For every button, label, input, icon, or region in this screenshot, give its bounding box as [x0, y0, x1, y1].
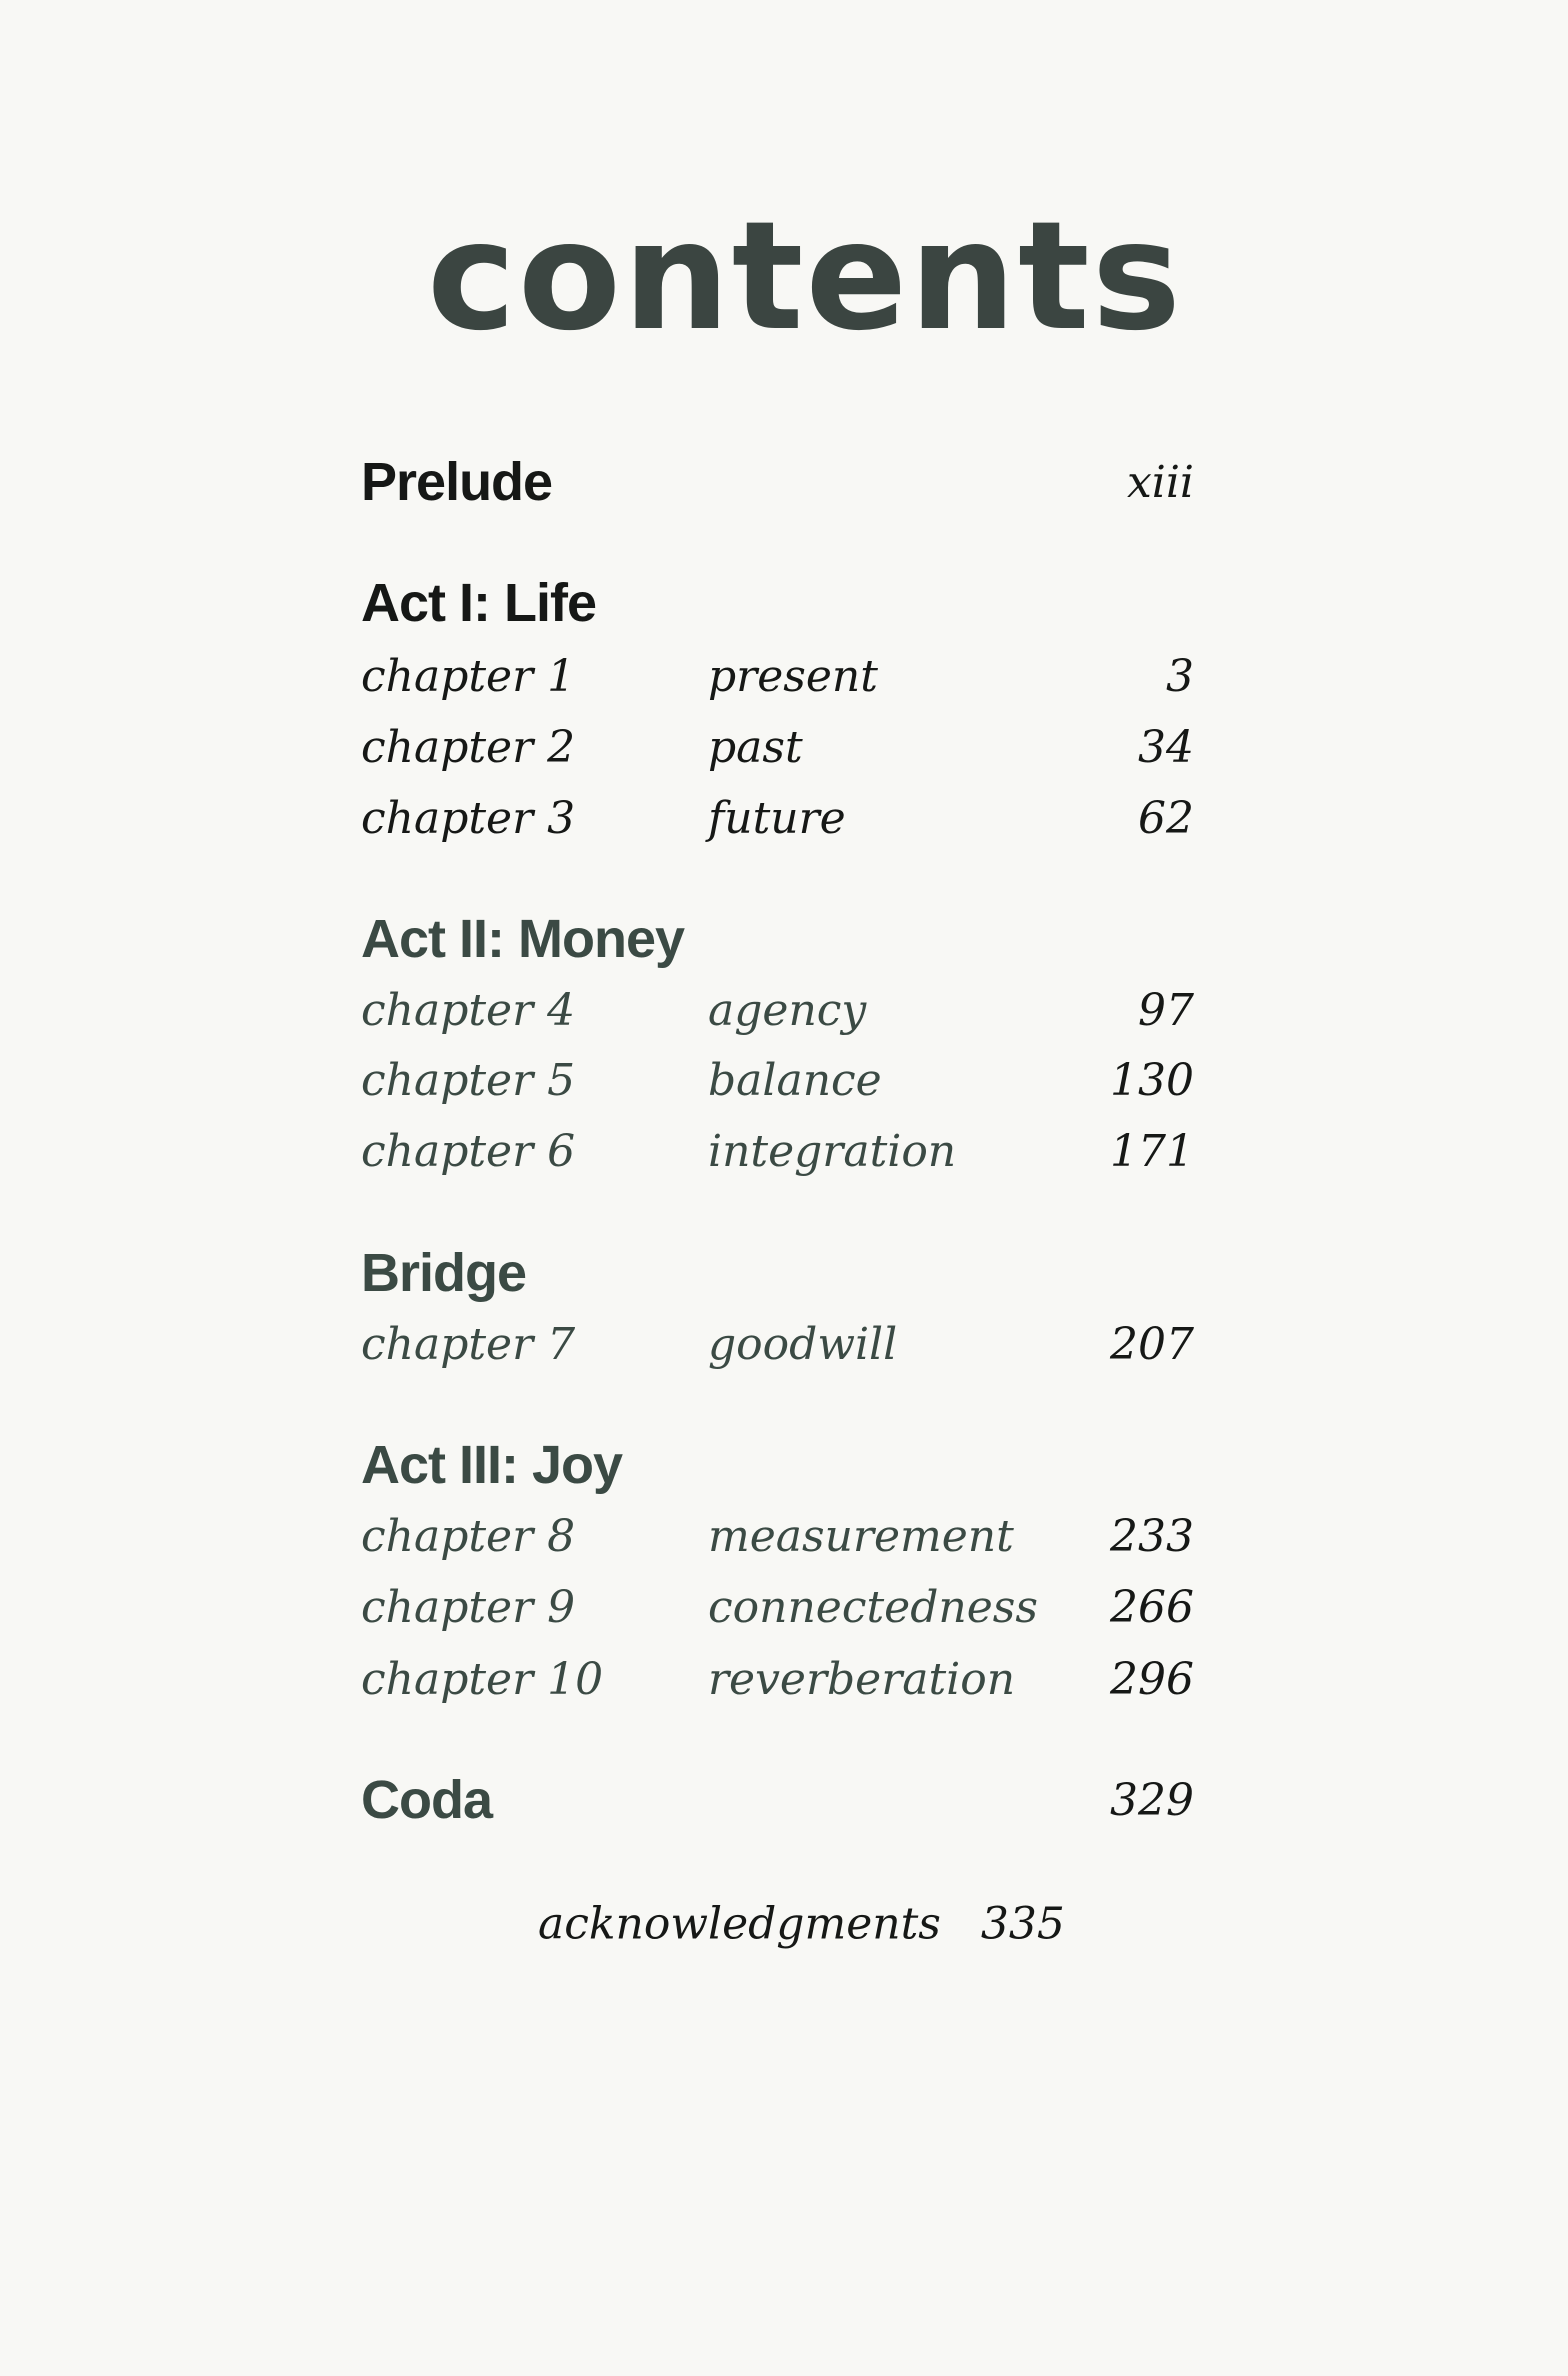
section-label: Act II: Money [361, 909, 685, 969]
chapter-number: chapter 2 [361, 721, 576, 773]
acknowledgments-label: acknowledgments [538, 1898, 941, 1950]
section-label: Act III: Joy [361, 1435, 623, 1495]
toc-entry-chapter-3[interactable] [361, 783, 1194, 853]
page-number: 296 [1110, 1653, 1194, 1705]
page-number: 62 [1138, 792, 1194, 844]
section-label: Bridge [361, 1243, 527, 1303]
toc-entry-chapter-1[interactable] [361, 641, 1194, 711]
toc-entry-chapter-9[interactable] [361, 1572, 1194, 1642]
section-heading-act-2 [361, 904, 1194, 974]
chapter-title: agency [708, 984, 867, 1036]
chapter-title: reverberation [708, 1653, 1016, 1705]
page-number: 97 [1138, 984, 1194, 1036]
page-title: contents [427, 190, 1183, 364]
page-number: 171 [1110, 1125, 1194, 1177]
page-number: 34 [1138, 721, 1194, 773]
chapter-number: chapter 1 [361, 650, 576, 702]
toc-entry-chapter-5[interactable] [361, 1045, 1194, 1115]
toc-entry-chapter-8[interactable] [361, 1501, 1194, 1571]
toc-entry-coda[interactable] [361, 1765, 1194, 1835]
section-heading-bridge [361, 1238, 1194, 1308]
toc-entry-chapter-4[interactable] [361, 975, 1194, 1045]
section-heading-act-3 [361, 1430, 1194, 1500]
page-number: 266 [1110, 1581, 1194, 1633]
page-number: xiii [1126, 456, 1194, 508]
page-number: 233 [1110, 1510, 1194, 1562]
toc-entry-chapter-2[interactable] [361, 712, 1194, 782]
chapter-title: past [708, 721, 803, 773]
chapter-title: connectedness [708, 1581, 1038, 1633]
chapter-title: integration [708, 1125, 957, 1177]
toc-entry-chapter-7[interactable] [361, 1309, 1194, 1379]
page-number: 207 [1110, 1318, 1194, 1370]
chapter-number: chapter 4 [361, 984, 576, 1036]
chapter-number: chapter 10 [361, 1653, 604, 1705]
toc-entry-acknowledgments[interactable] [538, 1899, 1065, 1950]
toc-entry-chapter-10[interactable] [361, 1644, 1194, 1714]
toc-entry-prelude[interactable] [361, 447, 1194, 517]
section-heading-act-1 [361, 568, 1194, 638]
section-label: Act I: Life [361, 573, 597, 633]
page-number: 3 [1166, 650, 1194, 702]
chapter-title: present [708, 650, 878, 702]
toc-entry-chapter-6[interactable] [361, 1116, 1194, 1186]
chapter-title: future [708, 792, 846, 844]
chapter-number: chapter 6 [361, 1125, 576, 1177]
chapter-number: chapter 8 [361, 1510, 576, 1562]
chapter-number: chapter 9 [361, 1581, 576, 1633]
chapter-title: balance [708, 1054, 882, 1106]
chapter-title: goodwill [708, 1318, 898, 1370]
page-number: 130 [1110, 1054, 1194, 1106]
chapter-number: chapter 7 [361, 1318, 576, 1370]
chapter-number: chapter 5 [361, 1054, 576, 1106]
section-label: Coda [361, 1770, 492, 1830]
page-number: 329 [1110, 1774, 1194, 1826]
chapter-number: chapter 3 [361, 792, 576, 844]
page-number: 335 [980, 1898, 1065, 1950]
chapter-title: measurement [708, 1510, 1014, 1562]
section-label: Prelude [361, 452, 553, 512]
